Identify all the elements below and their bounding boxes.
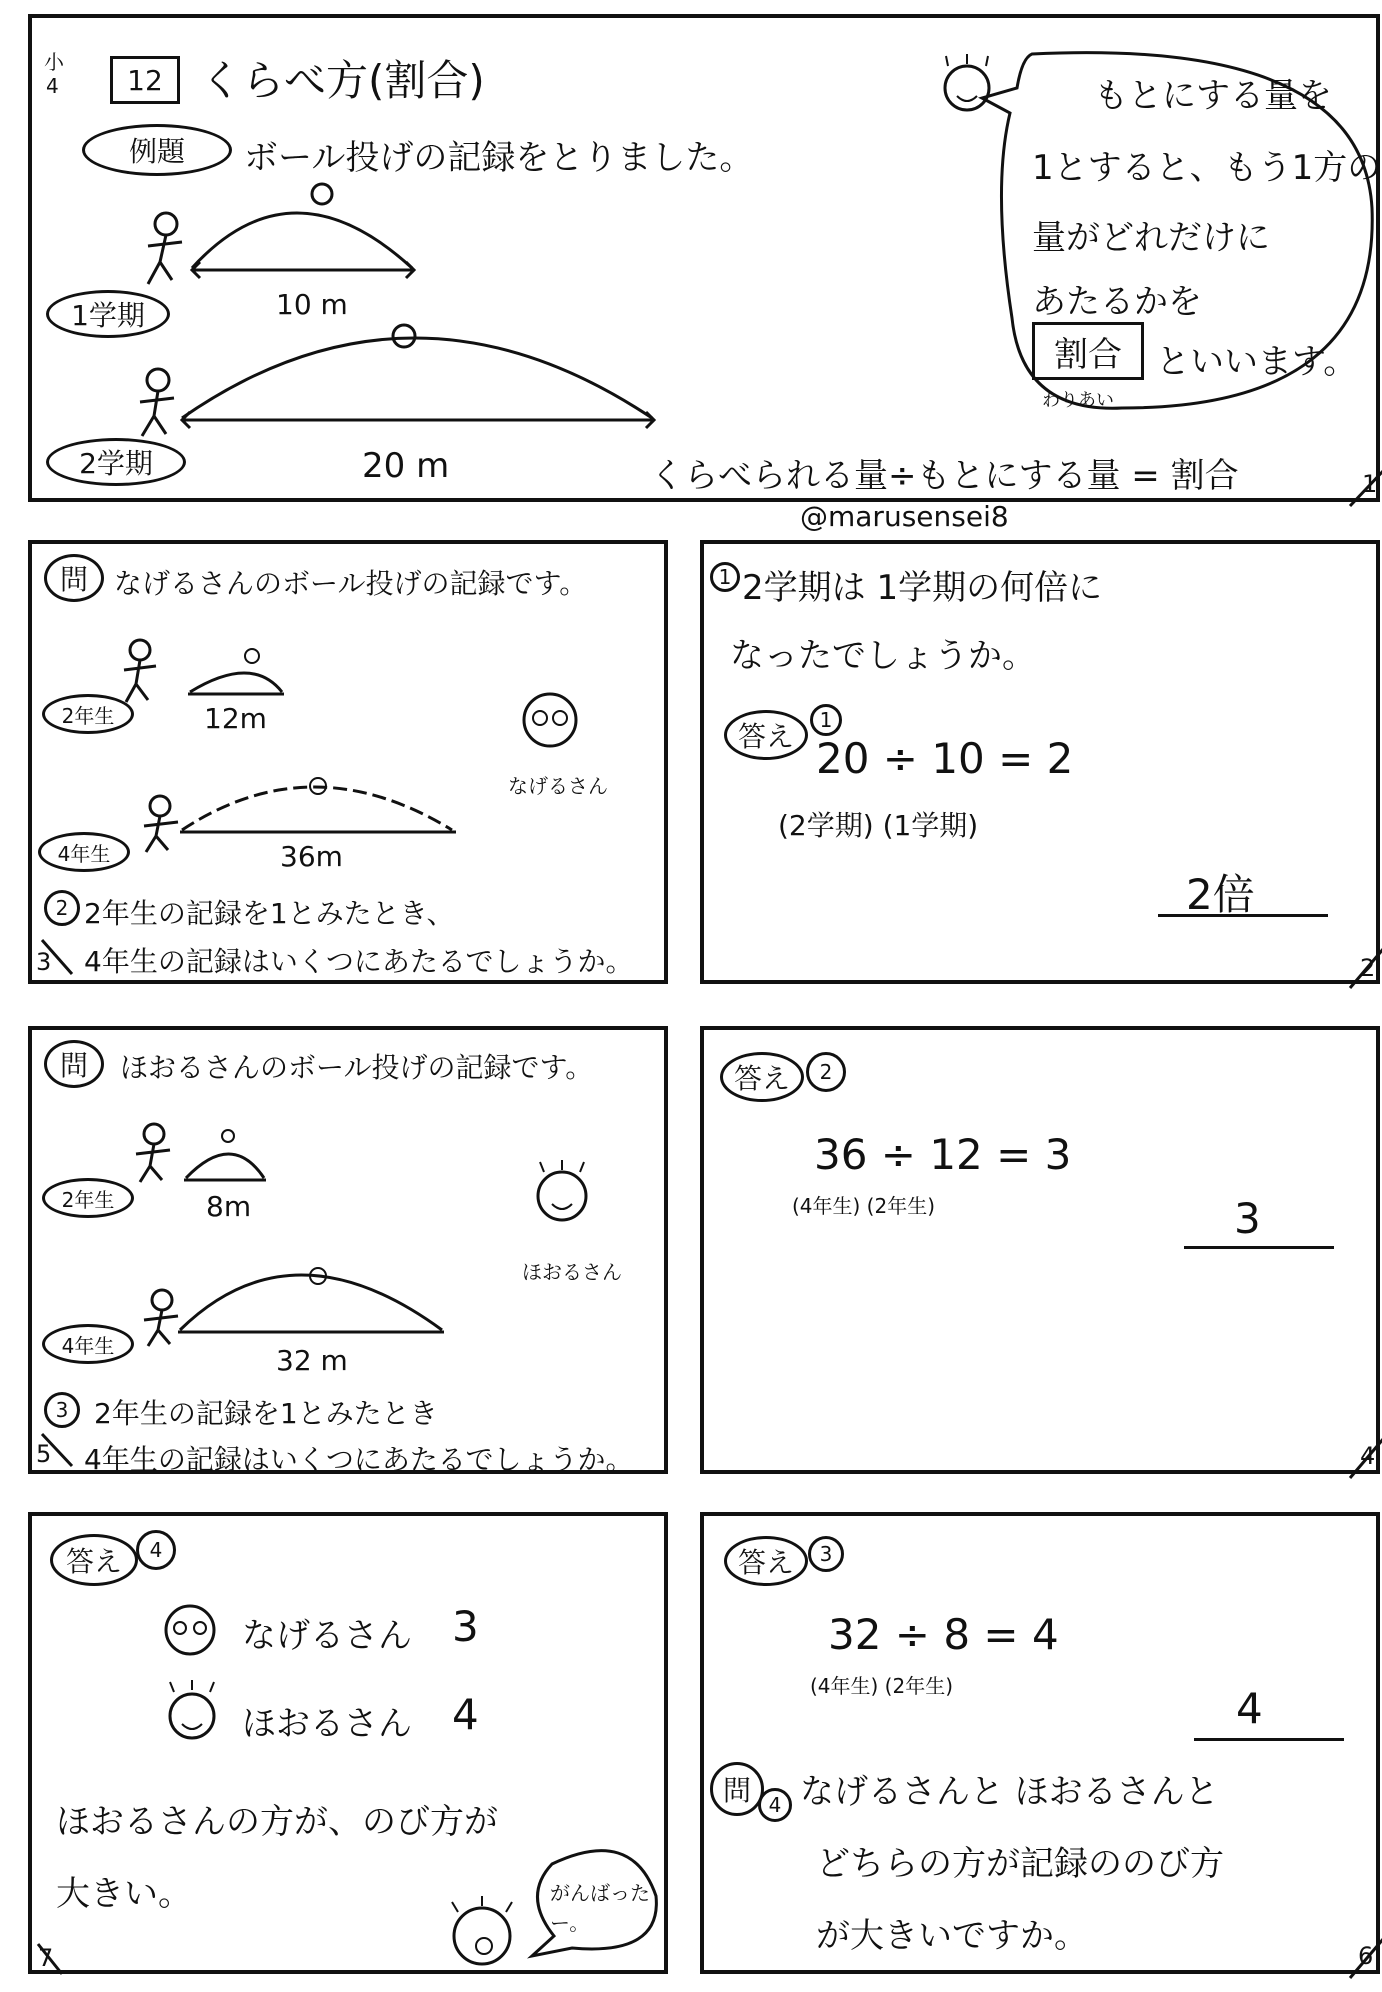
answer-underline: [1158, 914, 1328, 917]
author-credit: @marusensei8: [800, 500, 1009, 533]
equation-labels: (2学期) (1学期): [778, 809, 979, 842]
grade2-tag: 2年生: [42, 1178, 134, 1218]
equation-labels: (4年生) (2年生): [792, 1194, 936, 1218]
bubble-tail: といいます。: [1156, 342, 1358, 382]
conclusion-line-1: ほおるさんの方が、のび方が: [56, 1802, 498, 1842]
equation-labels: (4年生) (2年生): [810, 1674, 954, 1698]
bubble-line-3: 量がどれだけに: [1032, 218, 1270, 258]
answer-result: 2倍: [1186, 870, 1255, 919]
grade2-distance: 8m: [206, 1190, 252, 1223]
grade4-distance: 36m: [280, 840, 343, 873]
example-tag: 例題: [82, 124, 232, 176]
row1-name: なげるさん: [242, 1616, 412, 1656]
question-line-1: なげるさんと ほおるさんと: [800, 1772, 1219, 1812]
panel-5: [28, 1026, 668, 1474]
question-line-2: 4年生の記録はいくつにあたるでしょうか。: [84, 945, 634, 978]
intro-text: なげるさんのボール投げの記録です。: [114, 567, 588, 600]
question-line-1: 2年生の記録を1とみたとき、: [84, 897, 455, 930]
question-number: 3: [44, 1392, 80, 1428]
person-name: ほおるさん: [522, 1260, 622, 1284]
panel-4-drawings: [704, 1030, 1382, 1478]
grade4-tag: 4年生: [38, 832, 130, 872]
term1-distance: 10 m: [276, 288, 348, 321]
speech-bubble-text: がんばったー。: [550, 1881, 650, 1935]
row2-value: 4: [452, 1690, 479, 1739]
answer-tag: 答え: [720, 1052, 804, 1102]
grade2-tag: 2年生: [42, 694, 134, 734]
panel-1: [28, 14, 1380, 502]
answer-number: 4: [136, 1530, 176, 1570]
page-number-4: 4: [1360, 1442, 1376, 1470]
page-number-2: 2: [1360, 954, 1376, 982]
key-term-box: [1032, 322, 1144, 380]
answer-underline: [1184, 1246, 1334, 1249]
question-line-2: なったでしょうか。: [730, 636, 1036, 676]
key-term-reading: わりあい: [1042, 390, 1114, 411]
panel-2: [700, 540, 1380, 984]
answer-result: 4: [1236, 1684, 1263, 1733]
panel-6: [700, 1512, 1380, 1974]
intro-text: ほおるさんのボール投げの記録です。: [120, 1051, 594, 1084]
answer-tag: 答え: [724, 1536, 808, 1586]
answer-number: 2: [806, 1052, 846, 1092]
ratio-formula: くらべられる量÷もとにする量 = 割合: [650, 456, 1239, 496]
key-term: 割合: [1054, 334, 1122, 375]
term2-distance: 20 m: [362, 446, 450, 486]
answer-tag: 答え: [724, 710, 808, 760]
question-line-2: どちらの方が記録ののび方: [816, 1844, 1224, 1884]
grade4-tag: 4年生: [42, 1324, 134, 1364]
page-number-5: 5: [36, 1440, 52, 1468]
question-line-2: 4年生の記録はいくつにあたるでしょうか。: [84, 1443, 634, 1476]
question-number: 2: [44, 890, 80, 926]
answer-number: 1: [810, 704, 842, 736]
answer-number: 3: [808, 1536, 844, 1572]
page-number-1: 1: [1362, 470, 1378, 498]
row1-value: 3: [452, 1602, 479, 1651]
page-title: くらべ方(割合): [200, 56, 485, 105]
panel-3: [28, 540, 668, 984]
person-name: なげるさん: [508, 774, 608, 798]
equation: 36 ÷ 12 = 3: [814, 1130, 1072, 1179]
mon-tag: 問: [44, 554, 104, 602]
page-number-3: 3: [36, 948, 52, 976]
question-number: 4: [758, 1788, 792, 1822]
bubble-line-4: あたるかを: [1032, 282, 1202, 322]
answer-tag: 答え: [50, 1534, 138, 1586]
equation: 20 ÷ 10 = 2: [816, 734, 1074, 783]
answer-underline: [1194, 1738, 1344, 1741]
unit-number-box: [110, 56, 180, 104]
grade2-distance: 12m: [204, 702, 267, 735]
grade4-distance: 32 m: [276, 1344, 348, 1377]
term1-tag: 1学期: [46, 290, 170, 338]
row2-name: ほおるさん: [242, 1704, 412, 1744]
panel-4: [700, 1026, 1380, 1474]
grade-bottom: 4: [46, 74, 59, 98]
example-text: ボール投げの記録をとりました。: [244, 138, 754, 178]
bubble-line-1: もとにする量を: [1094, 76, 1332, 116]
equation: 32 ÷ 8 = 4: [828, 1610, 1059, 1659]
page-number-7: 7: [38, 1944, 54, 1972]
conclusion-line-2: 大きい。: [56, 1874, 192, 1914]
bubble-line-2: 1とすると、もう1方の: [1032, 148, 1382, 188]
unit-number: 12: [127, 63, 163, 97]
question-line-3: が大きいですか。: [816, 1916, 1088, 1956]
mon-tag: 問: [710, 1762, 764, 1816]
question-line-1: 2年生の記録を1とみたとき: [94, 1397, 438, 1430]
grade-top: 小: [44, 50, 64, 74]
question-line-1: 2学期は 1学期の何倍に: [742, 568, 1103, 608]
page-number-6: 6: [1358, 1942, 1374, 1970]
term2-tag: 2学期: [46, 438, 186, 486]
panel-7: [28, 1512, 668, 1974]
question-number: 1: [710, 562, 740, 592]
mon-tag: 問: [44, 1040, 104, 1088]
answer-result: 3: [1234, 1194, 1261, 1243]
